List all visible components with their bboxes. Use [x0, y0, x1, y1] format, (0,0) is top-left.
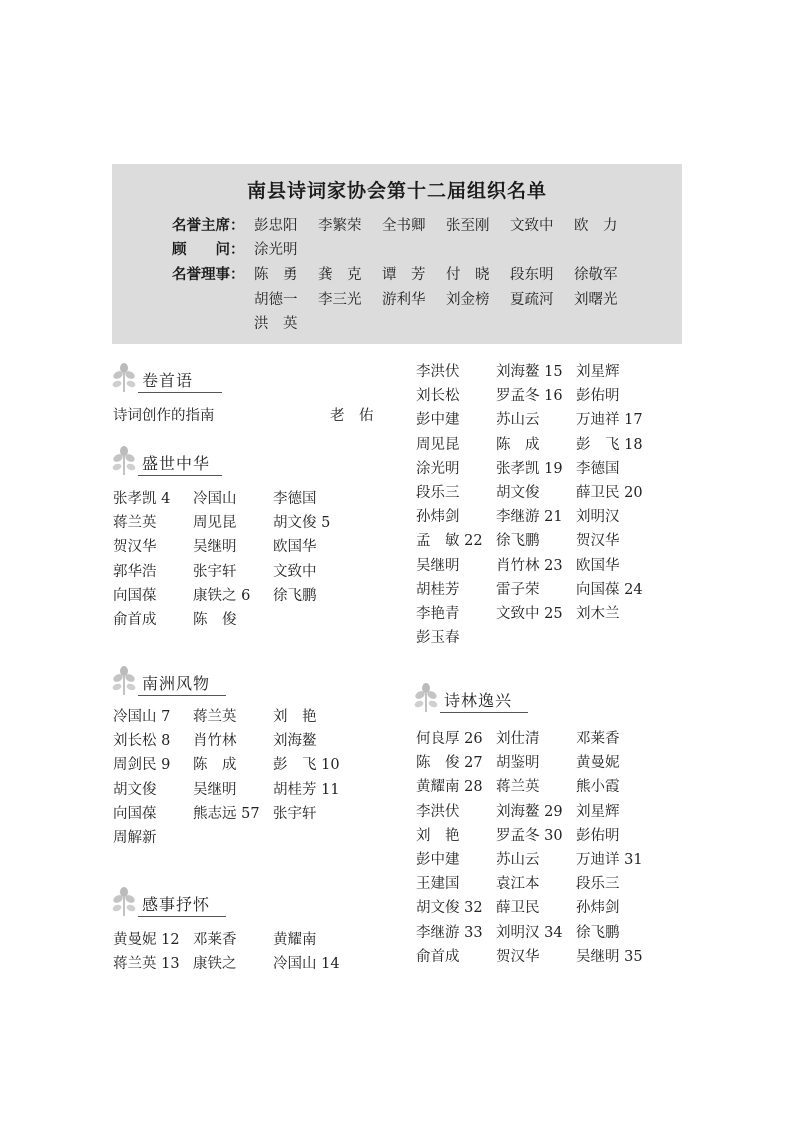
ganshi-list [113, 928, 348, 976]
list-item: 李德国 [576, 460, 620, 477]
list-row [416, 433, 651, 457]
list-item: 黄曼妮 [576, 755, 620, 772]
list-item: 邓莱香 [193, 932, 237, 948]
section-header-shengshi [112, 445, 222, 481]
list-item: 刘海鳌 29 [496, 803, 563, 820]
list-item: 吴继明 35 [576, 948, 643, 965]
list-item: 文致中 25 [496, 605, 563, 622]
list-item: 雷子荣 [496, 581, 540, 598]
list-item: 俞首成 [113, 611, 157, 628]
section-header-juanshou [112, 362, 222, 398]
list-row [416, 602, 651, 626]
organization-box [112, 164, 682, 344]
list-item: 张宇轩 [273, 805, 317, 822]
section-label: 南洲风物 [142, 674, 211, 693]
section-label: 感事抒怀 [142, 895, 211, 914]
list-item: 徐飞鹏 [273, 587, 317, 604]
nanzhou-list [113, 705, 348, 850]
list-item: 彭佑明 [576, 388, 620, 405]
list-row [113, 584, 348, 608]
list-item: 刘 艳 [416, 827, 460, 844]
role-label-honorary-chair: 名誉主席： [172, 218, 245, 234]
list-item: 贺汉华 [496, 948, 540, 965]
list-item: 段乐三 [416, 484, 460, 501]
list-item: 贺汉华 [113, 539, 157, 556]
list-item: 刘明汉 [576, 509, 620, 526]
list-row [416, 554, 651, 578]
list-item: 张宇轩 [193, 563, 237, 580]
section-underline [138, 475, 222, 476]
list-row [113, 608, 348, 632]
list-row [416, 824, 651, 848]
list-row [416, 848, 651, 872]
list-item: 彭 飞 10 [273, 757, 340, 774]
list-item: 贺汉华 [576, 533, 620, 550]
role-names-honorary-director-line2: 胡德一 李三光 游利华 刘金榜 夏疏河 刘曙光 [254, 292, 618, 308]
list-item: 吴继明 [193, 781, 237, 798]
preface-entry-title: 诗词创作的指南 [113, 408, 215, 424]
list-item: 周见昆 [193, 515, 237, 532]
list-item: 彭 飞 18 [576, 436, 643, 453]
list-item: 黄曼妮 12 [113, 932, 180, 948]
role-names-honorary-director-line1: 陈 勇 龚 克 谭 芳 付 晓 段东明 徐敬军 [254, 267, 618, 283]
section-label: 盛世中华 [142, 454, 211, 473]
list-item: 俞首成 [416, 948, 460, 965]
list-item: 李继游 21 [496, 509, 563, 526]
list-row [113, 928, 348, 952]
list-item: 薛卫民 [496, 900, 540, 917]
list-row [416, 727, 651, 751]
list-item: 孙炜剑 [416, 509, 460, 526]
list-item: 熊志远 57 [193, 805, 260, 822]
list-item: 徐飞鹏 [496, 533, 540, 550]
list-item: 李继游 33 [416, 924, 483, 941]
list-row [113, 535, 348, 559]
list-row [416, 481, 651, 505]
list-item: 薛卫民 20 [576, 484, 643, 501]
section-header-nanzhou [112, 665, 227, 701]
list-item: 周解新 [113, 829, 157, 846]
list-row [113, 826, 348, 850]
list-row [113, 560, 348, 584]
list-item: 黄耀南 [273, 932, 317, 948]
list-row [416, 457, 651, 481]
list-row [416, 626, 651, 650]
list-item: 郭华浩 [113, 563, 157, 580]
list-item: 苏山云 [496, 412, 540, 429]
list-item: 胡鉴明 [496, 755, 540, 772]
list-item: 蒋兰英 13 [113, 956, 180, 973]
section-label: 卷首语 [142, 371, 194, 390]
list-item: 刘海鳌 [273, 733, 317, 750]
list-item: 向国葆 24 [576, 581, 643, 598]
right-continued-list [416, 360, 651, 650]
list-row [416, 384, 651, 408]
section-underline [138, 695, 226, 696]
list-row [416, 408, 651, 432]
list-row [416, 360, 651, 384]
list-item: 万迪详 31 [576, 851, 643, 868]
list-item: 胡文俊 [113, 781, 157, 798]
list-item: 黄耀南 28 [416, 779, 483, 796]
list-item: 冷国山 14 [273, 956, 340, 973]
list-row [416, 578, 651, 602]
list-row [416, 896, 651, 920]
list-item: 向国葆 [113, 805, 157, 822]
list-item: 周见昆 [416, 436, 460, 453]
list-item: 康铁之 [193, 956, 237, 973]
list-row [113, 952, 348, 976]
ginkgo-leaf-icon [112, 445, 138, 479]
list-row [113, 511, 348, 535]
list-item: 孙炜剑 [576, 900, 620, 917]
list-item: 李洪伏 [416, 364, 460, 380]
section-header-ganshi [112, 886, 227, 922]
ginkgo-leaf-icon [112, 665, 138, 699]
list-item: 蒋兰英 [496, 779, 540, 796]
list-item: 彭玉春 [416, 630, 460, 647]
org-title: 南县诗词家协会第十二届组织名单 [246, 180, 547, 202]
list-item: 吴继明 [416, 557, 460, 574]
list-item: 段乐三 [576, 876, 620, 893]
role-names-advisor: 涂光明 [254, 242, 298, 258]
list-item: 吴继明 [193, 539, 237, 556]
role-names-honorary-chair: 彭忠阳 李繁荣 全书卿 张至刚 文致中 欧 力 [254, 218, 618, 234]
list-item: 肖竹林 [193, 733, 237, 750]
list-item: 刘星辉 [576, 803, 620, 820]
list-item: 陈 成 [496, 436, 540, 453]
list-row [416, 921, 651, 945]
list-item: 罗孟冬 30 [496, 827, 563, 844]
list-item: 何良厚 26 [416, 731, 483, 747]
list-item: 胡文俊 32 [416, 900, 483, 917]
section-underline [440, 712, 528, 713]
list-item: 胡桂芳 11 [273, 781, 340, 798]
list-item: 刘长松 [416, 388, 460, 405]
role-label-honorary-director: 名誉理事： [172, 267, 245, 283]
list-item: 刘长松 8 [113, 733, 171, 750]
list-item: 王建国 [416, 876, 460, 893]
section-label: 诗林逸兴 [444, 691, 513, 710]
list-item: 胡文俊 [496, 484, 540, 501]
list-row [113, 705, 348, 729]
list-item: 蒋兰英 [113, 515, 157, 532]
section-underline [138, 392, 222, 393]
list-item: 李德国 [273, 491, 317, 507]
shilin-list [416, 727, 651, 969]
list-item: 苏山云 [496, 851, 540, 868]
list-item: 孟 敏 22 [416, 533, 483, 550]
list-row [113, 778, 348, 802]
list-item: 刘海鳌 15 [496, 364, 563, 380]
list-item: 袁江本 [496, 876, 540, 893]
list-item: 文致中 [273, 563, 317, 580]
section-underline [138, 916, 226, 917]
list-item: 欧国华 [576, 557, 620, 574]
list-row [416, 529, 651, 553]
list-item: 欧国华 [273, 539, 317, 556]
ginkgo-leaf-icon [112, 362, 138, 396]
role-names-honorary-director-line3: 洪 英 [254, 316, 298, 332]
list-item: 肖竹林 23 [496, 557, 563, 574]
preface-entry-author: 老 佑 [330, 408, 374, 424]
list-item: 万迪祥 17 [576, 412, 643, 429]
list-item: 陈 成 [193, 757, 237, 774]
list-item: 周剑民 9 [113, 757, 171, 774]
list-item: 胡文俊 5 [273, 515, 331, 532]
list-item: 罗孟冬 16 [496, 388, 563, 405]
list-row [416, 775, 651, 799]
list-item: 刘 艳 [273, 709, 317, 725]
list-row [416, 872, 651, 896]
role-label-advisor: 顾 问： [172, 242, 245, 258]
list-item: 向国葆 [113, 587, 157, 604]
list-row [416, 751, 651, 775]
list-item: 彭佑明 [576, 827, 620, 844]
list-row [113, 487, 348, 511]
list-item: 冷国山 7 [113, 709, 171, 725]
list-item: 陈 俊 [193, 611, 237, 628]
list-row [113, 802, 348, 826]
list-item: 刘星辉 [576, 364, 620, 380]
list-item: 康铁之 6 [193, 587, 251, 604]
list-item: 张孝凯 19 [496, 460, 563, 477]
list-row [416, 945, 651, 969]
shengshi-list [113, 487, 348, 632]
list-row [416, 800, 651, 824]
list-item: 冷国山 [193, 491, 237, 507]
list-item: 陈 俊 27 [416, 755, 483, 772]
list-item: 彭中建 [416, 851, 460, 868]
section-header-shilin [414, 682, 529, 718]
list-item: 涂光明 [416, 460, 460, 477]
list-item: 邓莱香 [576, 731, 620, 747]
list-row [113, 729, 348, 753]
ginkgo-leaf-icon [112, 886, 138, 920]
ginkgo-leaf-icon [414, 682, 440, 716]
list-item: 蒋兰英 [193, 709, 237, 725]
list-row [416, 505, 651, 529]
list-item: 张孝凯 4 [113, 491, 171, 507]
list-item: 熊小霞 [576, 779, 620, 796]
list-row [113, 753, 348, 777]
list-item: 刘明汉 34 [496, 924, 563, 941]
list-item: 李洪伏 [416, 803, 460, 820]
list-item: 刘仕清 [496, 731, 540, 747]
list-item: 徐飞鹏 [576, 924, 620, 941]
list-item: 李艳青 [416, 605, 460, 622]
list-item: 刘木兰 [576, 605, 620, 622]
list-item: 彭中建 [416, 412, 460, 429]
list-item: 胡桂芳 [416, 581, 460, 598]
